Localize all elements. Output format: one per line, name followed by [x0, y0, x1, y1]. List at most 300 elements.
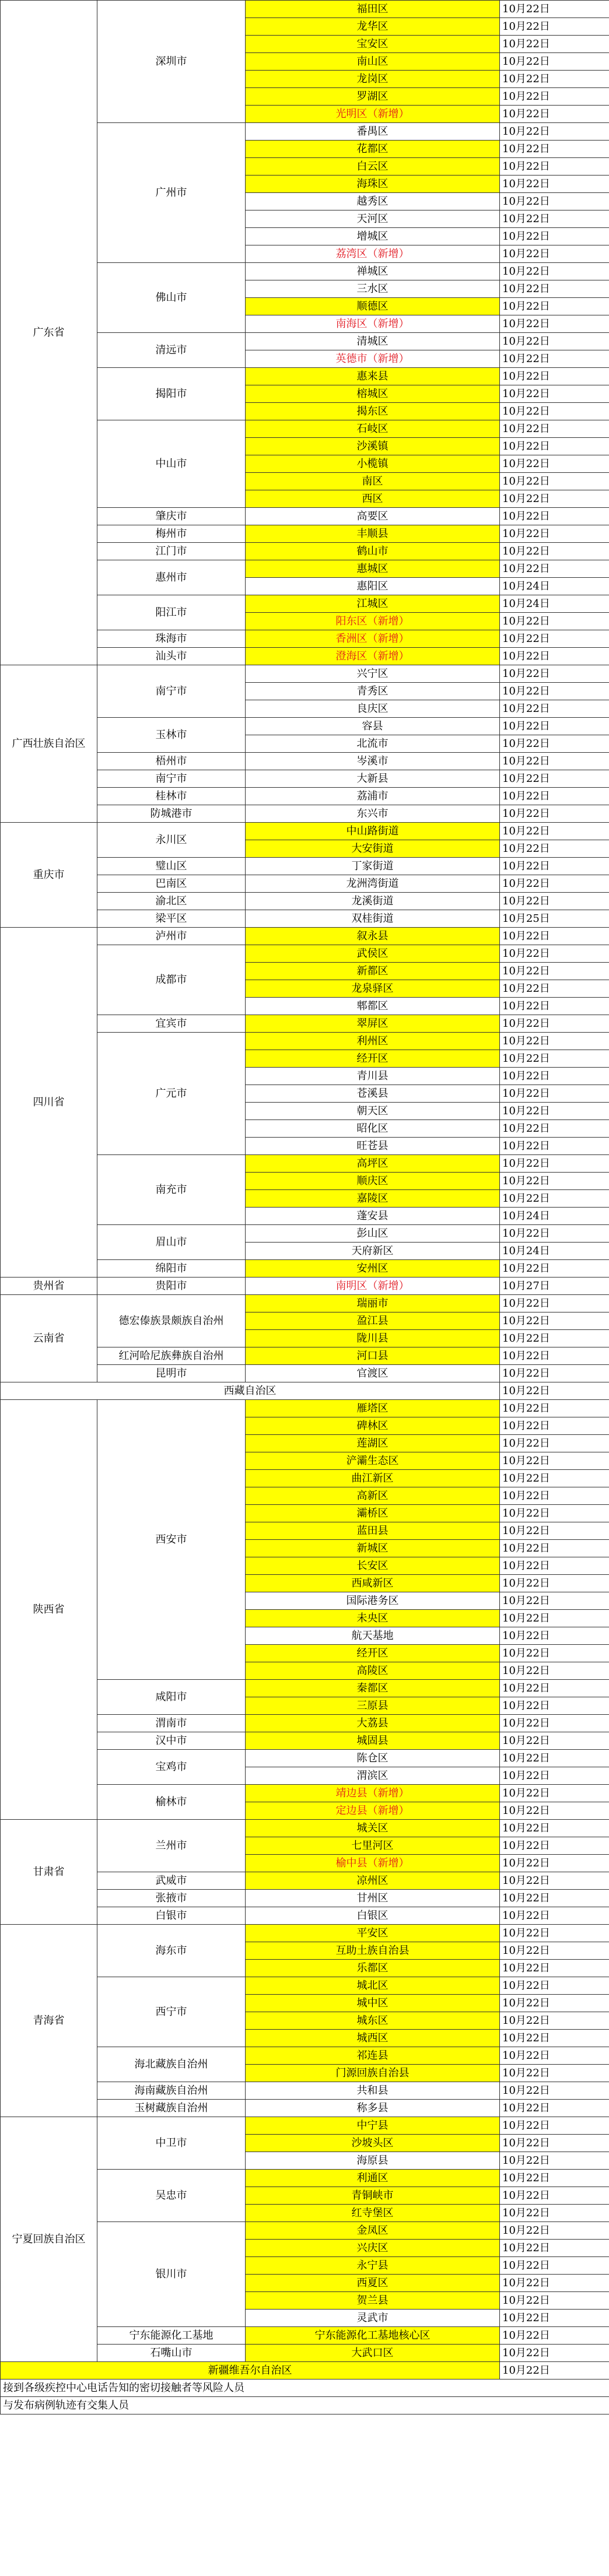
- date-cell: 10月22日: [500, 1225, 609, 1243]
- province-cell: 四川省: [1, 928, 97, 1278]
- district-cell: 定边县（新增）: [246, 1802, 500, 1820]
- district-cell: 北流市: [246, 735, 500, 753]
- district-cell: 城北区: [246, 1977, 500, 1995]
- district-cell: 青秀区: [246, 683, 500, 700]
- date-cell: 10月22日: [500, 1977, 609, 1995]
- district-cell: 禅城区: [246, 263, 500, 280]
- district-cell: 沙坡头区: [246, 2135, 500, 2152]
- table-row: [1, 823, 609, 840]
- date-cell: 10月22日: [500, 1190, 609, 1208]
- date-cell: 10月27日: [500, 1278, 609, 1295]
- province-cell: 重庆市: [1, 823, 97, 928]
- city-cell: 兰州市: [97, 1820, 246, 1872]
- date-cell: 10月22日: [500, 893, 609, 910]
- city-cell: 泸州市: [97, 928, 246, 945]
- date-cell: 10月22日: [500, 1330, 609, 1347]
- city-cell: 阳江市: [97, 595, 246, 630]
- province-cell: 贵州省: [1, 1278, 97, 1295]
- date-cell: 10月22日: [500, 753, 609, 770]
- date-cell: 10月22日: [500, 403, 609, 420]
- district-cell: 龙泉驿区: [246, 980, 500, 998]
- district-cell: 祁连县: [246, 2047, 500, 2065]
- city-cell: 渝北区: [97, 893, 246, 910]
- district-cell: 越秀区: [246, 193, 500, 210]
- district-cell: 宝安区: [246, 36, 500, 53]
- date-cell: 10月22日: [500, 1960, 609, 1977]
- date-cell: 10月22日: [500, 473, 609, 490]
- city-cell: 广元市: [97, 1033, 246, 1155]
- date-cell: 10月22日: [500, 1173, 609, 1190]
- date-cell: 10月22日: [500, 805, 609, 823]
- district-cell: 靖边县（新增）: [246, 1785, 500, 1802]
- district-cell: 小榄镇: [246, 455, 500, 473]
- date-cell: 10月22日: [500, 1575, 609, 1592]
- district-cell: 西咸新区: [246, 1575, 500, 1592]
- date-cell: 10月22日: [500, 2362, 609, 2380]
- date-cell: 10月22日: [500, 1610, 609, 1627]
- district-cell: 福田区: [246, 1, 500, 18]
- district-cell: 官渡区: [246, 1365, 500, 1382]
- district-cell: 互助土族自治县: [246, 1942, 500, 1960]
- province-cell: 广西壮族自治区: [1, 665, 97, 823]
- district-cell: 中山路街道: [246, 823, 500, 840]
- date-cell: 10月22日: [500, 2345, 609, 2362]
- date-cell: 10月22日: [500, 770, 609, 788]
- date-cell: 10月22日: [500, 1925, 609, 1942]
- date-cell: 10月22日: [500, 823, 609, 840]
- date-cell: 10月22日: [500, 1120, 609, 1138]
- date-cell: 10月22日: [500, 1452, 609, 1470]
- date-cell: 10月22日: [500, 1837, 609, 1855]
- date-cell: 10月22日: [500, 2222, 609, 2240]
- province-cell: 陕西省: [1, 1400, 97, 1820]
- district-cell: 叙永县: [246, 928, 500, 945]
- date-cell: 10月22日: [500, 1995, 609, 2012]
- date-cell: 10月22日: [500, 2117, 609, 2135]
- district-cell: 大武口区: [246, 2345, 500, 2362]
- date-cell: 10月22日: [500, 1540, 609, 1557]
- date-cell: 10月22日: [500, 18, 609, 36]
- date-cell: 10月22日: [500, 2170, 609, 2187]
- date-cell: 10月22日: [500, 2030, 609, 2047]
- district-cell: 雁塔区: [246, 1400, 500, 1417]
- district-cell: 高坪区: [246, 1155, 500, 1173]
- city-cell: 银川市: [97, 2222, 246, 2327]
- note-cell: 接到各级疾控中心电话告知的密切接触者等风险人员: [1, 2380, 609, 2397]
- table-row: [1, 1295, 609, 1312]
- district-cell: 沙溪镇: [246, 438, 500, 455]
- district-cell: 良庆区: [246, 700, 500, 718]
- district-cell: 灵武市: [246, 2310, 500, 2327]
- district-cell: 天河区: [246, 210, 500, 228]
- province-cell: 青海省: [1, 1925, 97, 2117]
- district-cell: 长安区: [246, 1557, 500, 1575]
- date-cell: 10月22日: [500, 665, 609, 683]
- date-cell: 10月22日: [500, 2292, 609, 2310]
- city-cell: 佛山市: [97, 263, 246, 333]
- district-cell: 鹤山市: [246, 543, 500, 560]
- district-cell: 丰顺县: [246, 525, 500, 543]
- city-cell: 璧山区: [97, 858, 246, 875]
- district-cell: 龙岗区: [246, 71, 500, 88]
- date-cell: 10月22日: [500, 1680, 609, 1697]
- district-cell: 碑林区: [246, 1417, 500, 1435]
- date-cell: 10月22日: [500, 71, 609, 88]
- date-cell: 10月22日: [500, 158, 609, 176]
- district-cell: 中宁县: [246, 2117, 500, 2135]
- district-cell: 榆中县（新增）: [246, 1855, 500, 1872]
- district-cell: 经开区: [246, 1645, 500, 1662]
- city-cell: 白银市: [97, 1907, 246, 1925]
- city-cell: 清远市: [97, 333, 246, 368]
- district-cell: 城西区: [246, 2030, 500, 2047]
- city-cell: 江门市: [97, 543, 246, 560]
- district-cell: 陇川县: [246, 1330, 500, 1347]
- date-cell: 10月22日: [500, 945, 609, 963]
- city-cell: 西安市: [97, 1400, 246, 1680]
- table-row: [1, 2117, 609, 2135]
- date-cell: 10月22日: [500, 1697, 609, 1715]
- district-cell: 增城区: [246, 228, 500, 245]
- district-cell: 武侯区: [246, 945, 500, 963]
- city-cell: 南宁市: [97, 665, 246, 718]
- date-cell: 10月22日: [500, 508, 609, 525]
- date-cell: 10月22日: [500, 2257, 609, 2275]
- note-row: [1, 2397, 609, 2414]
- district-cell: 兴庆区: [246, 2240, 500, 2257]
- date-cell: 10月22日: [500, 53, 609, 71]
- district-cell: 红寺堡区: [246, 2205, 500, 2222]
- date-cell: 10月22日: [500, 2100, 609, 2117]
- district-cell: 金凤区: [246, 2222, 500, 2240]
- note-row: [1, 2380, 609, 2397]
- city-cell: 玉树藏族自治州: [97, 2100, 246, 2117]
- date-cell: 10月22日: [500, 1365, 609, 1382]
- district-cell: 陈仓区: [246, 1750, 500, 1767]
- date-cell: 10月22日: [500, 36, 609, 53]
- district-cell: 龙溪街道: [246, 893, 500, 910]
- date-cell: 10月22日: [500, 2065, 609, 2082]
- district-cell: 乐都区: [246, 1960, 500, 1977]
- district-cell: 旺苍县: [246, 1138, 500, 1155]
- district-cell: 兴宁区: [246, 665, 500, 683]
- district-cell: 东兴市: [246, 805, 500, 823]
- district-cell: 国际港务区: [246, 1592, 500, 1610]
- city-cell: 绵阳市: [97, 1260, 246, 1278]
- district-cell: 安州区: [246, 1260, 500, 1278]
- city-cell: 宝鸡市: [97, 1750, 246, 1785]
- district-cell: 盈江县: [246, 1312, 500, 1330]
- date-cell: 10月22日: [500, 560, 609, 578]
- district-cell: 南明区（新增）: [246, 1278, 500, 1295]
- district-cell: 香洲区（新增）: [246, 630, 500, 648]
- district-cell: 高新区: [246, 1487, 500, 1505]
- district-cell: 共和县: [246, 2082, 500, 2100]
- date-cell: 10月22日: [500, 350, 609, 368]
- city-cell: 西宁市: [97, 1977, 246, 2047]
- district-cell: 宁东能源化工基地核心区: [246, 2327, 500, 2345]
- date-cell: 10月22日: [500, 141, 609, 158]
- date-cell: 10月22日: [500, 1347, 609, 1365]
- district-cell: 高陵区: [246, 1662, 500, 1680]
- district-cell: 澄海区（新增）: [246, 648, 500, 665]
- city-cell: 梅州市: [97, 525, 246, 543]
- district-cell: 贺兰县: [246, 2292, 500, 2310]
- date-cell: 10月22日: [500, 858, 609, 875]
- note-cell: 与发布病例轨迹有交集人员: [1, 2397, 609, 2414]
- date-cell: 10月22日: [500, 2012, 609, 2030]
- table-row: [1, 665, 609, 683]
- date-cell: 10月22日: [500, 1417, 609, 1435]
- date-cell: 10月22日: [500, 1715, 609, 1732]
- date-cell: 10月22日: [500, 2205, 609, 2222]
- district-cell: 苍溪县: [246, 1085, 500, 1103]
- date-cell: 10月22日: [500, 735, 609, 753]
- district-cell: 江城区: [246, 595, 500, 613]
- city-cell: 惠州市: [97, 560, 246, 595]
- district-cell: 龙洲湾街道: [246, 875, 500, 893]
- city-cell: 防城港市: [97, 805, 246, 823]
- table-row: [1, 1400, 609, 1417]
- city-cell: 巴南区: [97, 875, 246, 893]
- district-cell: 惠城区: [246, 560, 500, 578]
- date-cell: 10月22日: [500, 2240, 609, 2257]
- date-cell: 10月22日: [500, 1750, 609, 1767]
- province-cell: 新疆维吾尔自治区: [1, 2362, 500, 2380]
- date-cell: 10月22日: [500, 1645, 609, 1662]
- district-cell: 西区: [246, 490, 500, 508]
- city-cell: 汕头市: [97, 648, 246, 665]
- district-cell: 城中区: [246, 1995, 500, 2012]
- table-row: [1, 1, 609, 18]
- date-cell: 10月22日: [500, 2152, 609, 2170]
- city-cell: 中卫市: [97, 2117, 246, 2170]
- city-cell: 德宏傣族景颇族自治州: [97, 1295, 246, 1347]
- city-cell: 宜宾市: [97, 1015, 246, 1033]
- district-cell: 浐灞生态区: [246, 1452, 500, 1470]
- date-cell: 10月22日: [500, 1155, 609, 1173]
- district-cell: 南海区（新增）: [246, 315, 500, 333]
- date-cell: 10月22日: [500, 1487, 609, 1505]
- city-cell: 咸阳市: [97, 1680, 246, 1715]
- date-cell: 10月22日: [500, 1260, 609, 1278]
- city-cell: 张掖市: [97, 1890, 246, 1907]
- city-cell: 石嘴山市: [97, 2345, 246, 2362]
- date-cell: 10月22日: [500, 1435, 609, 1452]
- date-cell: 10月25日: [500, 910, 609, 928]
- district-cell: 平安区: [246, 1925, 500, 1942]
- date-cell: 10月22日: [500, 280, 609, 298]
- district-cell: 清城区: [246, 333, 500, 350]
- city-cell: 肇庆市: [97, 508, 246, 525]
- district-cell: 岑溪市: [246, 753, 500, 770]
- district-cell: 花都区: [246, 141, 500, 158]
- date-cell: 10月22日: [500, 368, 609, 385]
- date-cell: 10月22日: [500, 630, 609, 648]
- date-cell: 10月22日: [500, 788, 609, 805]
- district-cell: 河口县: [246, 1347, 500, 1365]
- district-cell: 揭东区: [246, 403, 500, 420]
- district-cell: 南山区: [246, 53, 500, 71]
- date-cell: 10月22日: [500, 2047, 609, 2065]
- date-cell: 10月24日: [500, 578, 609, 595]
- district-cell: 凉州区: [246, 1872, 500, 1890]
- date-cell: 10月22日: [500, 1907, 609, 1925]
- district-cell: 石岐区: [246, 420, 500, 438]
- date-cell: 10月22日: [500, 1802, 609, 1820]
- district-cell: 容县: [246, 718, 500, 735]
- city-cell: 贵阳市: [97, 1278, 246, 1295]
- district-cell: 秦都区: [246, 1680, 500, 1697]
- district-cell: 郫都区: [246, 998, 500, 1015]
- district-cell: 新都区: [246, 963, 500, 980]
- date-cell: 10月22日: [500, 123, 609, 141]
- date-cell: 10月22日: [500, 298, 609, 315]
- date-cell: 10月22日: [500, 245, 609, 263]
- city-cell: 桂林市: [97, 788, 246, 805]
- date-cell: 10月22日: [500, 1295, 609, 1312]
- city-cell: 成都市: [97, 945, 246, 1015]
- city-cell: 揭阳市: [97, 368, 246, 420]
- city-cell: 珠海市: [97, 630, 246, 648]
- date-cell: 10月22日: [500, 1732, 609, 1750]
- city-cell: 吴忠市: [97, 2170, 246, 2222]
- date-cell: 10月22日: [500, 1785, 609, 1802]
- district-cell: 青铜峡市: [246, 2187, 500, 2205]
- date-cell: 10月22日: [500, 1662, 609, 1680]
- city-cell: 汉中市: [97, 1732, 246, 1750]
- district-cell: 大荔县: [246, 1715, 500, 1732]
- district-cell: 罗湖区: [246, 88, 500, 106]
- city-cell: 海东市: [97, 1925, 246, 1977]
- district-cell: 番禺区: [246, 123, 500, 141]
- date-cell: 10月22日: [500, 928, 609, 945]
- district-cell: 航天基地: [246, 1627, 500, 1645]
- district-cell: 朝天区: [246, 1103, 500, 1120]
- district-cell: 惠来县: [246, 368, 500, 385]
- date-cell: 10月22日: [500, 1, 609, 18]
- date-cell: 10月22日: [500, 1627, 609, 1645]
- date-cell: 10月22日: [500, 700, 609, 718]
- city-cell: 眉山市: [97, 1225, 246, 1260]
- district-cell: 三原县: [246, 1697, 500, 1715]
- district-cell: 经开区: [246, 1050, 500, 1068]
- date-cell: 10月22日: [500, 2082, 609, 2100]
- date-cell: 10月22日: [500, 1015, 609, 1033]
- date-cell: 10月22日: [500, 525, 609, 543]
- date-cell: 10月22日: [500, 438, 609, 455]
- table-row: [1, 1382, 609, 1400]
- city-cell: 红河哈尼族彝族自治州: [97, 1347, 246, 1365]
- date-cell: 10月22日: [500, 648, 609, 665]
- city-cell: 海南藏族自治州: [97, 2082, 246, 2100]
- date-cell: 10月22日: [500, 1050, 609, 1068]
- table-body: [1, 1, 609, 2414]
- city-cell: 广州市: [97, 123, 246, 263]
- district-cell: 蓬安县: [246, 1208, 500, 1225]
- city-cell: 玉林市: [97, 718, 246, 753]
- district-cell: 嘉陵区: [246, 1190, 500, 1208]
- date-cell: 10月22日: [500, 1470, 609, 1487]
- date-cell: 10月22日: [500, 980, 609, 998]
- date-cell: 10月22日: [500, 106, 609, 123]
- district-cell: 惠阳区: [246, 578, 500, 595]
- date-cell: 10月22日: [500, 455, 609, 473]
- district-cell: 海珠区: [246, 176, 500, 193]
- date-cell: 10月22日: [500, 2187, 609, 2205]
- district-cell: 城东区: [246, 2012, 500, 2030]
- date-cell: 10月22日: [500, 420, 609, 438]
- district-cell: 彭山区: [246, 1225, 500, 1243]
- date-cell: 10月22日: [500, 1085, 609, 1103]
- province-cell: 西藏自治区: [1, 1382, 500, 1400]
- district-cell: 翠屏区: [246, 1015, 500, 1033]
- district-cell: 龙华区: [246, 18, 500, 36]
- date-cell: 10月22日: [500, 963, 609, 980]
- date-cell: 10月22日: [500, 1890, 609, 1907]
- city-cell: 永川区: [97, 823, 246, 858]
- province-cell: 宁夏回族自治区: [1, 2117, 97, 2362]
- district-cell: 西夏区: [246, 2275, 500, 2292]
- district-cell: 利州区: [246, 1033, 500, 1050]
- date-cell: 10月22日: [500, 1033, 609, 1050]
- district-cell: 白银区: [246, 1907, 500, 1925]
- district-cell: 莲湖区: [246, 1435, 500, 1452]
- district-cell: 新城区: [246, 1540, 500, 1557]
- date-cell: 10月22日: [500, 385, 609, 403]
- district-cell: 光明区（新增）: [246, 106, 500, 123]
- city-cell: 榆林市: [97, 1785, 246, 1820]
- city-cell: 武威市: [97, 1872, 246, 1890]
- district-cell: 荔浦市: [246, 788, 500, 805]
- district-cell: 双桂街道: [246, 910, 500, 928]
- date-cell: 10月22日: [500, 210, 609, 228]
- date-cell: 10月22日: [500, 543, 609, 560]
- district-cell: 未央区: [246, 1610, 500, 1627]
- district-cell: 渭滨区: [246, 1767, 500, 1785]
- date-cell: 10月22日: [500, 1557, 609, 1575]
- date-cell: 10月24日: [500, 595, 609, 613]
- district-cell: 蓝田县: [246, 1522, 500, 1540]
- date-cell: 10月22日: [500, 228, 609, 245]
- city-cell: 宁东能源化工基地: [97, 2327, 246, 2345]
- district-cell: 门源回族自治县: [246, 2065, 500, 2082]
- date-cell: 10月22日: [500, 1312, 609, 1330]
- district-cell: 永宁县: [246, 2257, 500, 2275]
- district-cell: 七里河区: [246, 1837, 500, 1855]
- date-cell: 10月22日: [500, 333, 609, 350]
- city-cell: 渭南市: [97, 1715, 246, 1732]
- date-cell: 10月22日: [500, 683, 609, 700]
- city-cell: 中山市: [97, 420, 246, 508]
- district-cell: 南区: [246, 473, 500, 490]
- date-cell: 10月22日: [500, 315, 609, 333]
- date-cell: 10月22日: [500, 875, 609, 893]
- city-cell: 梁平区: [97, 910, 246, 928]
- district-cell: 曲江新区: [246, 1470, 500, 1487]
- date-cell: 10月22日: [500, 613, 609, 630]
- district-cell: 甘州区: [246, 1890, 500, 1907]
- district-cell: 昭化区: [246, 1120, 500, 1138]
- date-cell: 10月22日: [500, 1068, 609, 1085]
- date-cell: 10月22日: [500, 1872, 609, 1890]
- district-cell: 阳东区（新增）: [246, 613, 500, 630]
- district-cell: 白云区: [246, 158, 500, 176]
- district-cell: 灞桥区: [246, 1505, 500, 1522]
- date-cell: 10月22日: [500, 88, 609, 106]
- date-cell: 10月24日: [500, 1208, 609, 1225]
- table-row: [1, 1925, 609, 1942]
